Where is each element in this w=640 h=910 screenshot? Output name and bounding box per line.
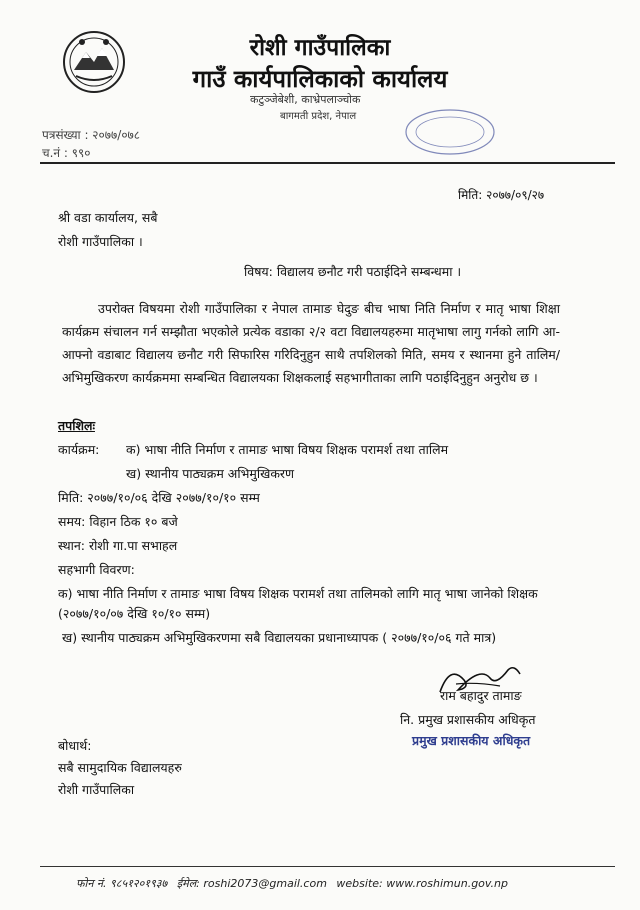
signatory-designation: नि. प्रमुख प्रशासकीय अधिकृत [400,712,536,727]
designation-stamp: प्रमुख प्रशासकीय अधिकृत [412,733,531,748]
recipient-line-1: श्री वडा कार्यालय, सबै [58,210,158,225]
participant-item-b: ख) स्थानीय पाठ्यक्रम अभिमुखिकरणमा सबै विद्यालयका प्रधानाध्यापक ( २०७७/१०/०६ गते मात्र) [62,630,497,645]
training-dates: मिति: २०७७/१०/०६ देखि २०७७/१०/१० सम्म [58,490,260,505]
body-paragraph: उपरोक्त विषयमा रोशी गाउँपालिका र नेपाल तामाङ घेदुङ बीच भाषा निति निर्माण र मातृ भाषा शिक्षा कार्यक्रम संचालन गर्न सम्झौता भएकोले प्रत्येक वडाका २/२ वटा विद्यालयहरुमा मातृभाषा लागु गर्नको लागि आ-आफ्नो वडाबाट विद्यालय छनौट गरी सिफारिस गरिदिनुहुन साथै तपशिलको मिति, समय र स्थानमा हुने तालिम/अभिमुखिकरण कार्यक्रममा सम्बन्धित विद्यालयका शिक्षकलाई सहभागीताका लागि पठाईदिनुहुन अनुरोध छ । [62,301,560,385]
address-line-1: कटुञ्जेबेशी, काभ्रेपलाञ्चोक [250,93,361,106]
office-subtitle: गाउँ कार्यपालिकाको कार्यालय [192,65,448,93]
cc-line-1: सबै सामुदायिक विद्यालयहरु [58,760,182,775]
training-time: समय: विहान ठिक १० बजे [58,514,178,529]
training-place: स्थान: रोशी गा.पा सभाहल [58,538,178,553]
letter-number: पत्रसंख्या : २०७७/०७८ [42,128,141,142]
footer-divider [40,866,615,867]
participant-item-a: क) भाषा नीति निर्माण र तामाङ भाषा विषय शिक्षक परामर्श तथा तालिमको लागि मातृ भाषा जानेको शिक्षक [58,586,538,601]
signatory-name: राम बहादुर तामाङ [440,688,522,703]
dispatch-number: च.नं : ९९० [42,146,91,160]
program-label: कार्यक्रम: [58,442,100,457]
program-item-a: क) भाषा नीति निर्माण र तामाङ भाषा विषय शिक्षक परामर्श तथा तालिम [126,442,449,457]
cc-heading: बोधार्थ: [58,738,92,753]
participant-item-a-dates: (२०७७/१०/०७ देखि १०/१० सम्म) [58,606,211,621]
participants-heading: सहभागी विवरण: [58,562,135,577]
cc-line-2: रोशी गाउँपालिका [58,782,135,797]
recipient-line-2: रोशी गाउँपालिका । [58,234,143,249]
footer-website: website: www.roshimun.gov.np [336,877,508,890]
letter-date: मिति: २०७७/०९/२७ [458,188,545,202]
subject-line: विषय: विद्यालय छनौट गरी पठाईदिने सम्बन्धमा । [244,264,462,279]
footer-contact [76,876,514,891]
office-seal-stamp [395,106,505,158]
header-divider [40,162,615,164]
footer-phone: फोन नं. ९८५१२०१९३७ [76,877,168,890]
address-line-2: बागमती प्रदेश, नेपाल [280,111,357,122]
program-item-b: ख) स्थानीय पाठ्यक्रम अभिमुखिकरण [126,466,295,481]
details-heading: तपशिलः [58,418,95,433]
footer-email: ईमेल: roshi2073@gmail.com [176,877,327,890]
office-name: रोशी गाउँपालिका [249,35,391,61]
